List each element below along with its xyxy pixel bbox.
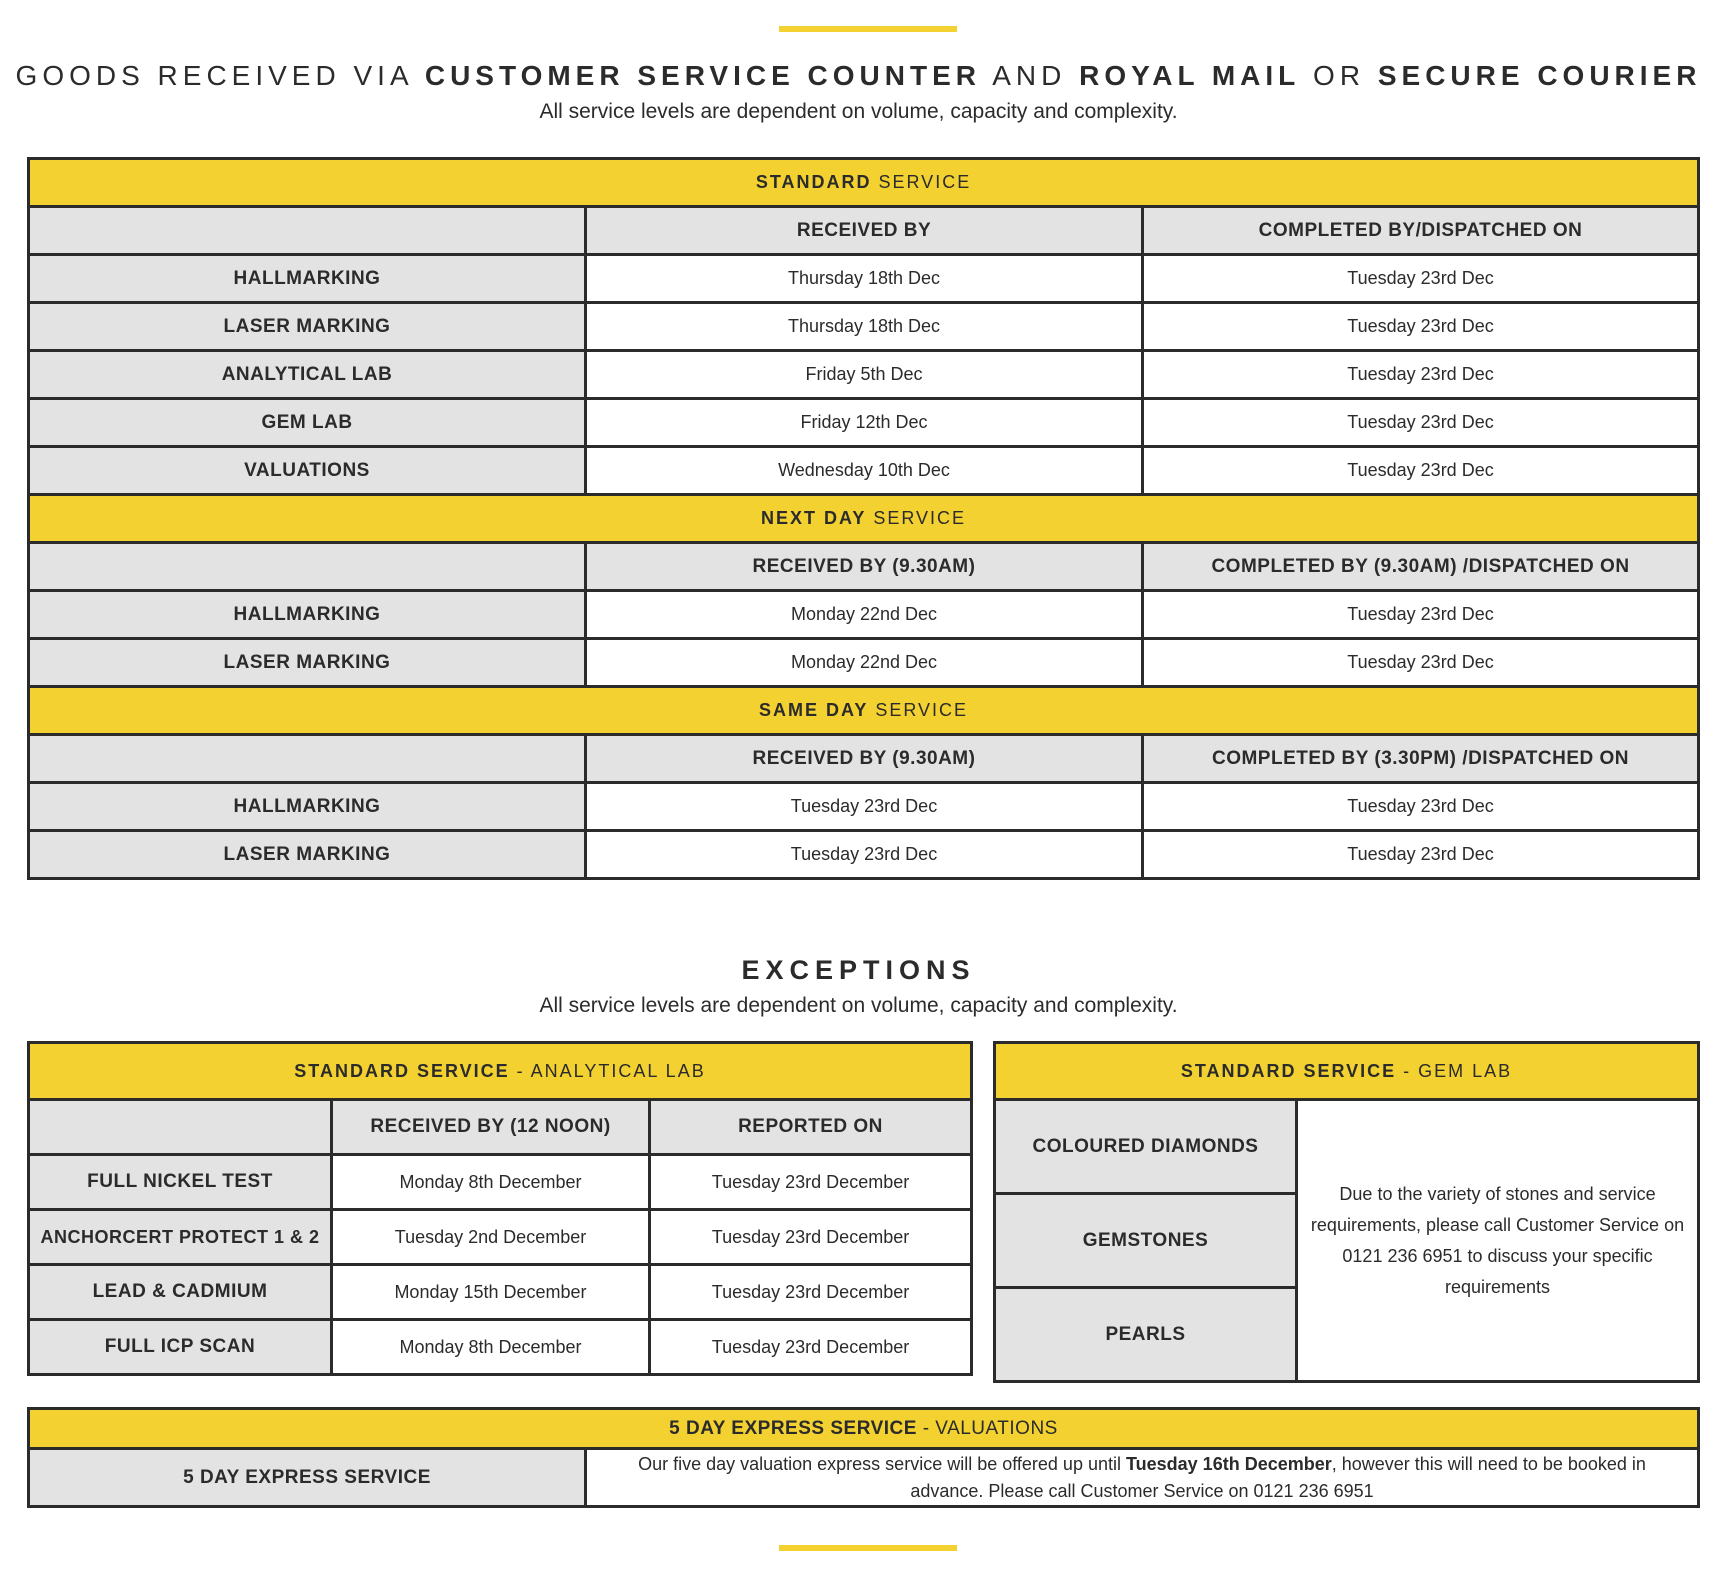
table-row	[29, 399, 1699, 447]
row-label: LEAD & CADMIUM	[29, 1265, 332, 1320]
column-header: REPORTED ON	[650, 1100, 972, 1155]
received-date: Tuesday 23rd Dec	[586, 831, 1143, 879]
row-label: VALUATIONS	[29, 447, 586, 495]
page-heading: GOODS RECEIVED VIA CUSTOMER SERVICE COUNTER AND ROYAL MAIL OR SECURE COURIER	[15, 60, 1702, 91]
row-label: FULL NICKEL TEST	[29, 1155, 332, 1210]
express-service-table	[27, 1407, 1700, 1508]
express-service-band: 5 DAY EXPRESS SERVICE - VALUATIONS	[29, 1409, 1699, 1449]
received-date: Monday 22nd Dec	[586, 591, 1143, 639]
table-row	[29, 591, 1699, 639]
top-accent-line	[779, 26, 957, 32]
row-label: LASER MARKING	[29, 639, 586, 687]
completed-date: Tuesday 23rd Dec	[1143, 399, 1699, 447]
completed-date: Tuesday 23rd Dec	[1143, 783, 1699, 831]
row-label: HALLMARKING	[29, 255, 586, 303]
standard-service-band: STANDARD SERVICE	[29, 159, 1699, 207]
completed-date: Tuesday 23rd Dec	[1143, 303, 1699, 351]
row-label: LASER MARKING	[29, 303, 586, 351]
row-label: FULL ICP SCAN	[29, 1320, 332, 1375]
service-levels-table	[27, 157, 1700, 880]
table-header-row	[29, 543, 1699, 591]
row-label: COLOURED DIAMONDS	[995, 1100, 1297, 1194]
table-row	[29, 783, 1699, 831]
table-row	[29, 447, 1699, 495]
exceptions-title: EXCEPTIONS	[741, 955, 976, 985]
received-date: Monday 8th December	[332, 1320, 650, 1375]
row-label: HALLMARKING	[29, 783, 586, 831]
received-date: Wednesday 10th Dec	[586, 447, 1143, 495]
row-label: LASER MARKING	[29, 831, 586, 879]
reported-date: Tuesday 23rd December	[650, 1320, 972, 1375]
received-date: Thursday 18th Dec	[586, 255, 1143, 303]
table-row	[29, 303, 1699, 351]
gem-lab-band: STANDARD SERVICE - GEM LAB	[995, 1043, 1699, 1100]
table-header-row	[29, 735, 1699, 783]
table-row	[29, 1265, 972, 1320]
table-row	[29, 255, 1699, 303]
column-header: COMPLETED BY (9.30AM) /DISPATCHED ON	[1143, 543, 1699, 591]
column-header: RECEIVED BY (9.30AM)	[586, 543, 1143, 591]
table-row	[29, 1449, 1699, 1507]
received-date: Monday 15th December	[332, 1265, 650, 1320]
row-label: ANCHORCERT PROTECT 1 & 2	[29, 1210, 332, 1265]
row-label: ANALYTICAL LAB	[29, 351, 586, 399]
row-label: GEMSTONES	[995, 1194, 1297, 1288]
column-header: COMPLETED BY/DISPATCHED ON	[1143, 207, 1699, 255]
reported-date: Tuesday 23rd December	[650, 1265, 972, 1320]
next-day-service-band: NEXT DAY SERVICE	[29, 495, 1699, 543]
exceptions-subline: All service levels are dependent on volume, capacity and complexity.	[539, 994, 1178, 1017]
page-subline: All service levels are dependent on volume, capacity and complexity.	[539, 100, 1178, 123]
received-date: Tuesday 2nd December	[332, 1210, 650, 1265]
reported-date: Tuesday 23rd December	[650, 1210, 972, 1265]
column-header: RECEIVED BY (12 NOON)	[332, 1100, 650, 1155]
completed-date: Tuesday 23rd Dec	[1143, 831, 1699, 879]
gem-lab-table	[993, 1041, 1700, 1383]
completed-date: Tuesday 23rd Dec	[1143, 591, 1699, 639]
table-row	[29, 1155, 972, 1210]
same-day-service-band: SAME DAY SERVICE	[29, 687, 1699, 735]
table-header-row	[29, 1100, 972, 1155]
column-header: RECEIVED BY	[586, 207, 1143, 255]
received-date: Friday 5th Dec	[586, 351, 1143, 399]
row-label: 5 DAY EXPRESS SERVICE	[29, 1449, 586, 1507]
analytical-lab-table	[27, 1041, 973, 1376]
column-header: RECEIVED BY (9.30AM)	[586, 735, 1143, 783]
received-date: Tuesday 23rd Dec	[586, 783, 1143, 831]
completed-date: Tuesday 23rd Dec	[1143, 255, 1699, 303]
received-date: Thursday 18th Dec	[586, 303, 1143, 351]
analytical-lab-band: STANDARD SERVICE - ANALYTICAL LAB	[29, 1043, 972, 1100]
completed-date: Tuesday 23rd Dec	[1143, 639, 1699, 687]
completed-date: Tuesday 23rd Dec	[1143, 447, 1699, 495]
table-row	[29, 639, 1699, 687]
row-label: HALLMARKING	[29, 591, 586, 639]
received-date: Friday 12th Dec	[586, 399, 1143, 447]
table-row	[29, 1320, 972, 1375]
received-date: Monday 22nd Dec	[586, 639, 1143, 687]
express-note: Our five day valuation express service will be offered up until Tuesday 16th December, however this will need to be booked in advance. Please call Customer Service on 0121 236 6951	[586, 1449, 1699, 1507]
table-row	[29, 831, 1699, 879]
reported-date: Tuesday 23rd December	[650, 1155, 972, 1210]
bottom-accent-line	[779, 1545, 957, 1551]
table-row	[29, 351, 1699, 399]
table-row	[995, 1100, 1699, 1194]
table-row	[29, 1210, 972, 1265]
column-header: COMPLETED BY (3.30PM) /DISPATCHED ON	[1143, 735, 1699, 783]
received-date: Monday 8th December	[332, 1155, 650, 1210]
row-label: GEM LAB	[29, 399, 586, 447]
row-label: PEARLS	[995, 1288, 1297, 1382]
gem-lab-note: Due to the variety of stones and service requirements, please call Customer Service on 0121 236 6951 to discuss your specific requirements	[1297, 1100, 1699, 1382]
completed-date: Tuesday 23rd Dec	[1143, 351, 1699, 399]
table-header-row	[29, 207, 1699, 255]
